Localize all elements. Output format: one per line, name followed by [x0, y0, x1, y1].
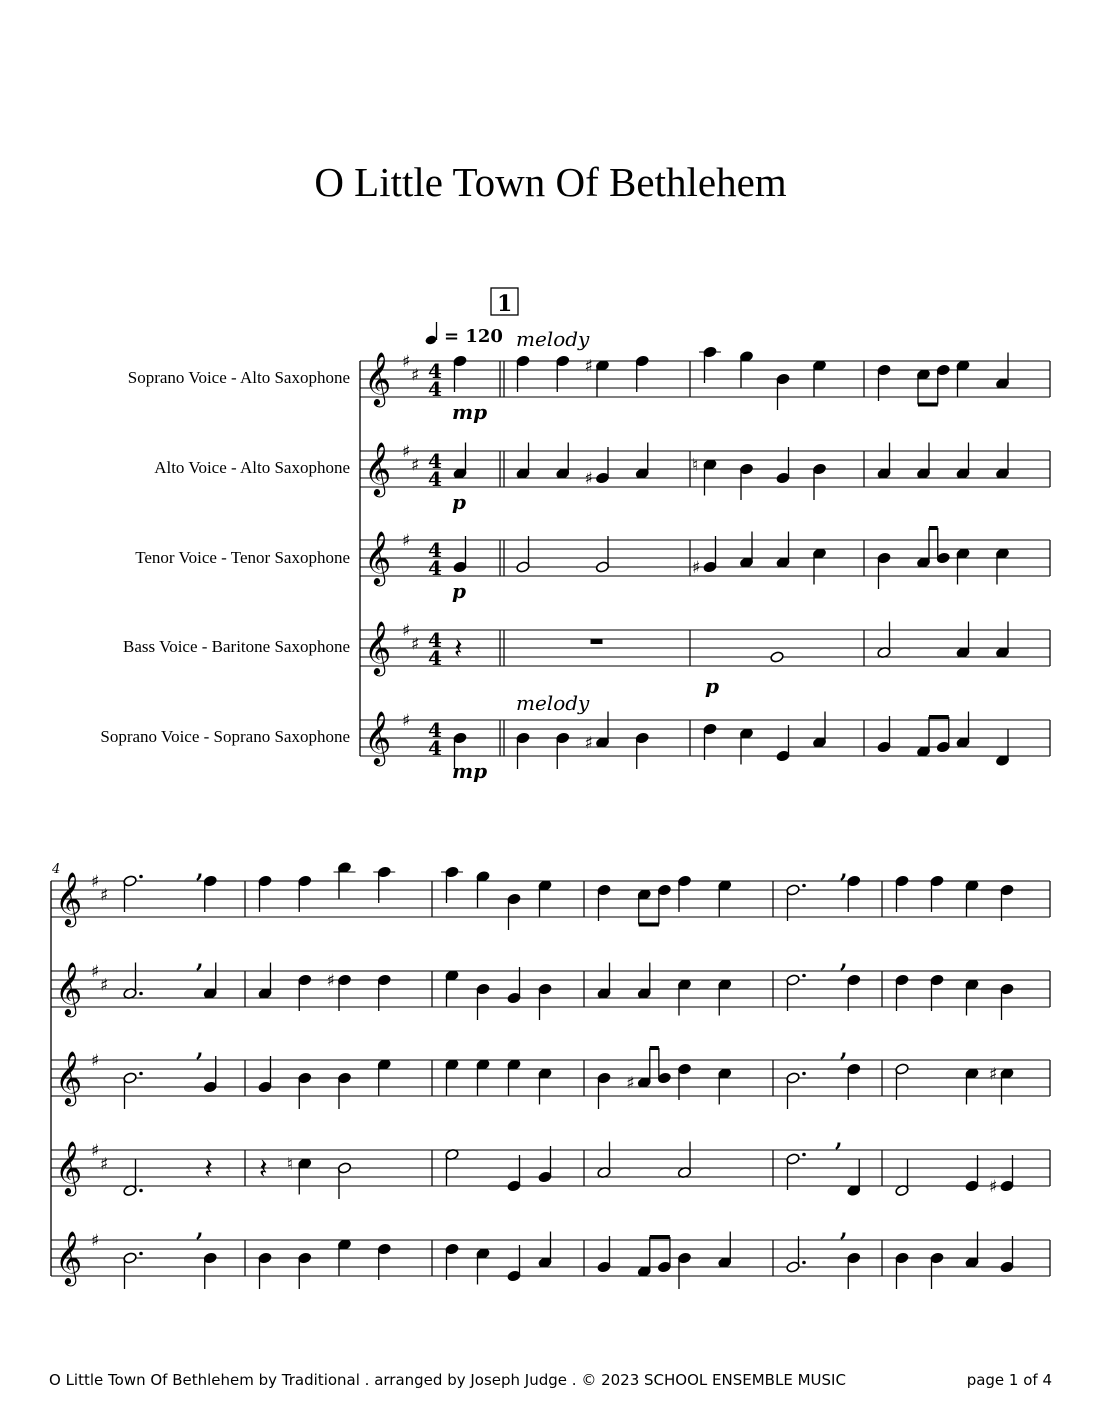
treble-clef: 𝄞: [55, 961, 83, 1015]
key-signature-sharp: ♯: [100, 975, 109, 996]
instrument-label-3: Tenor Voice - Tenor Saxophone: [135, 548, 350, 567]
tempo-note-head: [424, 334, 437, 345]
dot: [139, 1072, 143, 1076]
treble-clef: 𝄞: [364, 351, 392, 405]
treble-clef: 𝄞: [364, 441, 392, 495]
breath-mark: ,: [840, 1216, 848, 1242]
breath-mark: ,: [196, 1216, 204, 1242]
treble-clef: 𝄞: [55, 1140, 83, 1194]
accidental: ♮: [286, 1154, 293, 1175]
treble-clef: 𝄞: [364, 620, 392, 674]
dot: [139, 1189, 143, 1193]
time-signature-top: 4: [428, 628, 442, 652]
treble-clef: 𝄞: [364, 710, 392, 764]
accidental: ♯: [326, 971, 335, 991]
whole-rest: [591, 639, 603, 644]
accidental: ♯: [989, 1177, 998, 1197]
key-signature-sharp: ♯: [91, 962, 100, 982]
key-signature-sharp: ♯: [91, 1141, 100, 1161]
time-signature-bottom: 4: [428, 736, 442, 760]
dynamic-marking: p: [452, 490, 466, 514]
key-signature-sharp: ♯: [411, 634, 420, 655]
expression-melody: melody: [516, 327, 590, 351]
key-signature-sharp: ♯: [411, 365, 420, 386]
accidental: ♯: [584, 469, 593, 489]
breath-mark: ,: [840, 947, 848, 973]
time-signature-top: 4: [428, 538, 442, 562]
time-signature-bottom: 4: [428, 646, 442, 670]
treble-clef: 𝄞: [55, 1050, 83, 1104]
instrument-label-2: Alto Voice - Alto Saxophone: [154, 458, 350, 477]
dot: [139, 992, 143, 996]
quarter-rest: 𝄽: [204, 1152, 213, 1185]
dot: [802, 1261, 806, 1265]
key-signature-sharp: ♯: [100, 885, 109, 906]
breath-mark: ,: [196, 947, 204, 973]
accidental: ♯: [626, 1073, 635, 1094]
breath-mark: ,: [840, 1036, 848, 1062]
time-signature-top: 4: [428, 449, 442, 473]
key-signature-sharp: ♯: [402, 442, 411, 462]
breath-mark: ,: [840, 857, 848, 883]
quarter-rest: 𝄽: [259, 1152, 268, 1185]
breath-mark: ,: [196, 1036, 204, 1062]
footer-credits: O Little Town Of Bethlehem by Traditional . arranged by Joseph Judge . © 2023 SCHOOL ENSEMBLE MUSIC: [49, 1371, 846, 1389]
dynamic-marking: mp: [452, 400, 488, 424]
expression-melody: melody: [516, 691, 590, 715]
dot: [139, 1252, 143, 1256]
key-signature-sharp: ♯: [91, 872, 100, 892]
time-signature-bottom: 4: [428, 556, 442, 580]
breath-mark: ,: [835, 1126, 843, 1152]
dynamic-marking: p: [705, 674, 719, 698]
key-signature-sharp: ♯: [91, 1231, 100, 1251]
dynamic-marking: mp: [452, 759, 488, 783]
key-signature-sharp: ♯: [402, 531, 411, 551]
rehearsal-mark: 1: [497, 291, 513, 317]
dynamic-marking: p: [452, 579, 466, 603]
accidental: ♯: [584, 733, 593, 754]
breath-mark: ,: [196, 857, 204, 883]
dot: [802, 1072, 806, 1076]
quarter-rest: 𝄽: [454, 632, 463, 665]
accidental: ♯: [692, 558, 701, 578]
instrument-label-1: Soprano Voice - Alto Saxophone: [127, 368, 350, 387]
treble-clef: 𝄞: [55, 1230, 83, 1284]
whole-note: [770, 651, 784, 663]
time-signature-top: 4: [428, 359, 442, 383]
instrument-label-4: Bass Voice - Baritone Saxophone: [123, 637, 350, 656]
score-title: O Little Town Of Bethlehem: [314, 159, 787, 205]
key-signature-sharp: ♯: [402, 711, 411, 731]
tempo-marking: = 120: [444, 326, 503, 347]
dot: [139, 875, 143, 879]
key-signature-sharp: ♯: [402, 621, 411, 641]
dot: [802, 884, 806, 888]
instrument-label-5: Soprano Voice - Soprano Saxophone: [100, 727, 350, 746]
dot: [802, 974, 806, 978]
treble-clef: 𝄞: [55, 871, 83, 925]
time-signature-top: 4: [428, 718, 442, 742]
key-signature-sharp: ♯: [91, 1051, 100, 1071]
accidental: ♯: [584, 356, 593, 377]
time-signature-bottom: 4: [428, 377, 442, 401]
footer-page-number: page 1 of 4: [966, 1371, 1052, 1389]
key-signature-sharp: ♯: [100, 1154, 109, 1175]
treble-clef: 𝄞: [364, 530, 392, 584]
key-signature-sharp: ♯: [411, 455, 420, 476]
accidental: ♯: [989, 1064, 998, 1085]
measure-number: 4: [52, 862, 61, 877]
key-signature-sharp: ♯: [402, 352, 411, 372]
time-signature-bottom: 4: [428, 467, 442, 491]
dot: [802, 1153, 806, 1157]
accidental: ♮: [692, 455, 699, 476]
